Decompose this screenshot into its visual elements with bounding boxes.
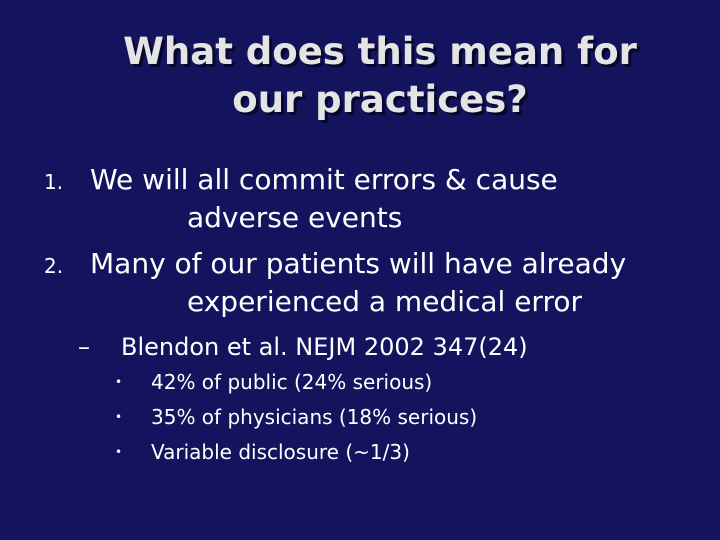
citation-dash: –	[78, 333, 90, 361]
point-1-line-1: We will all commit errors & cause	[90, 163, 558, 196]
list-number-2: 2.	[44, 254, 64, 278]
finding-bullet-3: •	[115, 445, 123, 459]
point-1-line-2: adverse events	[187, 201, 403, 234]
finding-text-1: 42% of public (24% serious)	[151, 370, 433, 394]
finding-bullet-1: •	[115, 375, 123, 389]
finding-text-2: 35% of physicians (18% serious)	[151, 405, 478, 429]
finding-bullet-2: •	[115, 410, 123, 424]
point-2-line-1: Many of our patients will have already	[90, 247, 627, 280]
citation-text: Blendon et al. NEJM 2002 347(24)	[121, 333, 528, 361]
finding-text-3: Variable disclosure (~1/3)	[151, 440, 410, 464]
title-line-2: our practices?	[232, 78, 528, 121]
title-line-1: What does this mean for	[123, 30, 637, 73]
list-number-1: 1.	[44, 170, 64, 194]
slide-title	[60, 28, 700, 124]
point-2-line-2: experienced a medical error	[187, 285, 582, 318]
